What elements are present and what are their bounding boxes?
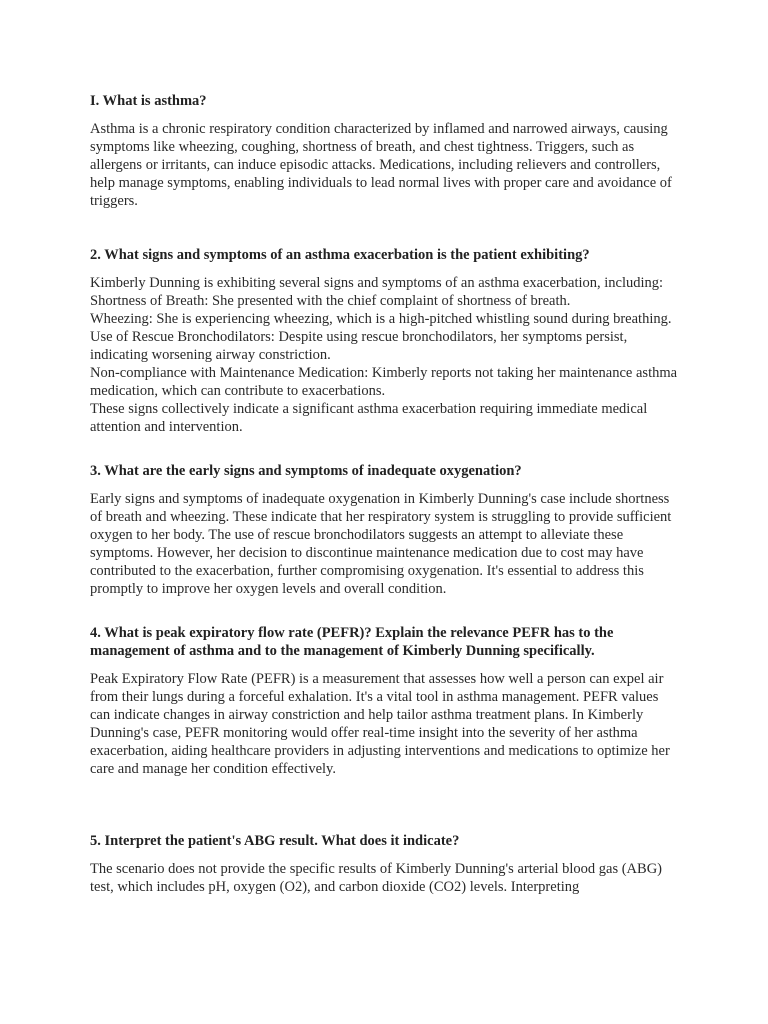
document-page: [90, 92, 678, 896]
section-paragraph: Non-compliance with Maintenance Medication: Kimberly reports not taking her maintenance asthma medication, which can contribute to exacerbations.: [90, 365, 678, 399]
section-exacerbation-signs: [90, 246, 678, 436]
section-paragraph: These signs collectively indicate a significant asthma exacerbation requiring immediate medical attention and intervention.: [90, 401, 648, 435]
section-paragraph: The scenario does not provide the specific results of Kimberly Dunning's arterial blood gas (ABG) test, which includes pH, oxygen (O2), and carbon dioxide (CO2) levels. Interpreting: [90, 861, 662, 895]
section-paragraph: Asthma is a chronic respiratory condition characterized by inflamed and narrowed airways, causing symptoms like wheezing, coughing, shortness of breath, and chest tightness. Triggers, such as allergens or irritants, can induce episodic attacks. Medications, including relievers and controllers, help manage symptoms, enabling individuals to lead normal lives with proper care and avoidance of triggers.: [90, 121, 672, 209]
section-paragraph: Early signs and symptoms of inadequate oxygenation in Kimberly Dunning's case include shortness of breath and wheezing. These indicate that her respiratory system is struggling to provide sufficient oxygen to her body. The use of rescue bronchodilators suggests an attempt to alleviate these symptoms. However, her decision to discontinue maintenance medication due to cost may have contributed to the exacerbation, further compromising oxygenation. It's essential to address this promptly to improve her oxygen levels and overall condition.: [90, 491, 672, 597]
section-paragraph: Wheezing: She is experiencing wheezing, which is a high-pitched whistling sound during breathing.: [90, 311, 672, 327]
section-what-is-asthma: [90, 92, 678, 210]
section-abg: [90, 832, 678, 896]
section-paragraph: Shortness of Breath: She presented with the chief complaint of shortness of breath.: [90, 293, 571, 309]
section-heading: 2. What signs and symptoms of an asthma exacerbation is the patient exhibiting?: [90, 247, 590, 263]
section-paragraph: Peak Expiratory Flow Rate (PEFR) is a measurement that assesses how well a person can expel air from their lungs during a forceful exhalation. It's a vital tool in asthma management. PEFR values can indicate changes in airway constriction and help tailor asthma treatment plans. In Kimberly Dunning's case, PEFR monitoring would offer real-time insight into the severity of her asthma exacerbation, aiding healthcare providers in adjusting interventions and medications to optimize her care and manage her condition effectively.: [90, 671, 670, 777]
section-heading: 4. What is peak expiratory flow rate (PEFR)? Explain the relevance PEFR has to the management of asthma and to the management of Kimberly Dunning specifically.: [90, 625, 614, 659]
section-paragraph: Kimberly Dunning is exhibiting several signs and symptoms of an asthma exacerbation, including:: [90, 275, 664, 291]
section-paragraph: Use of Rescue Bronchodilators: Despite using rescue bronchodilators, her symptoms persist, indicating worsening airway constriction.: [90, 329, 628, 363]
section-heading: I. What is asthma?: [90, 93, 207, 109]
section-heading: 3. What are the early signs and symptoms of inadequate oxygenation?: [90, 463, 522, 479]
section-pefr: [90, 624, 678, 778]
section-inadequate-oxygenation: [90, 462, 678, 598]
section-heading: 5. Interpret the patient's ABG result. What does it indicate?: [90, 833, 460, 849]
